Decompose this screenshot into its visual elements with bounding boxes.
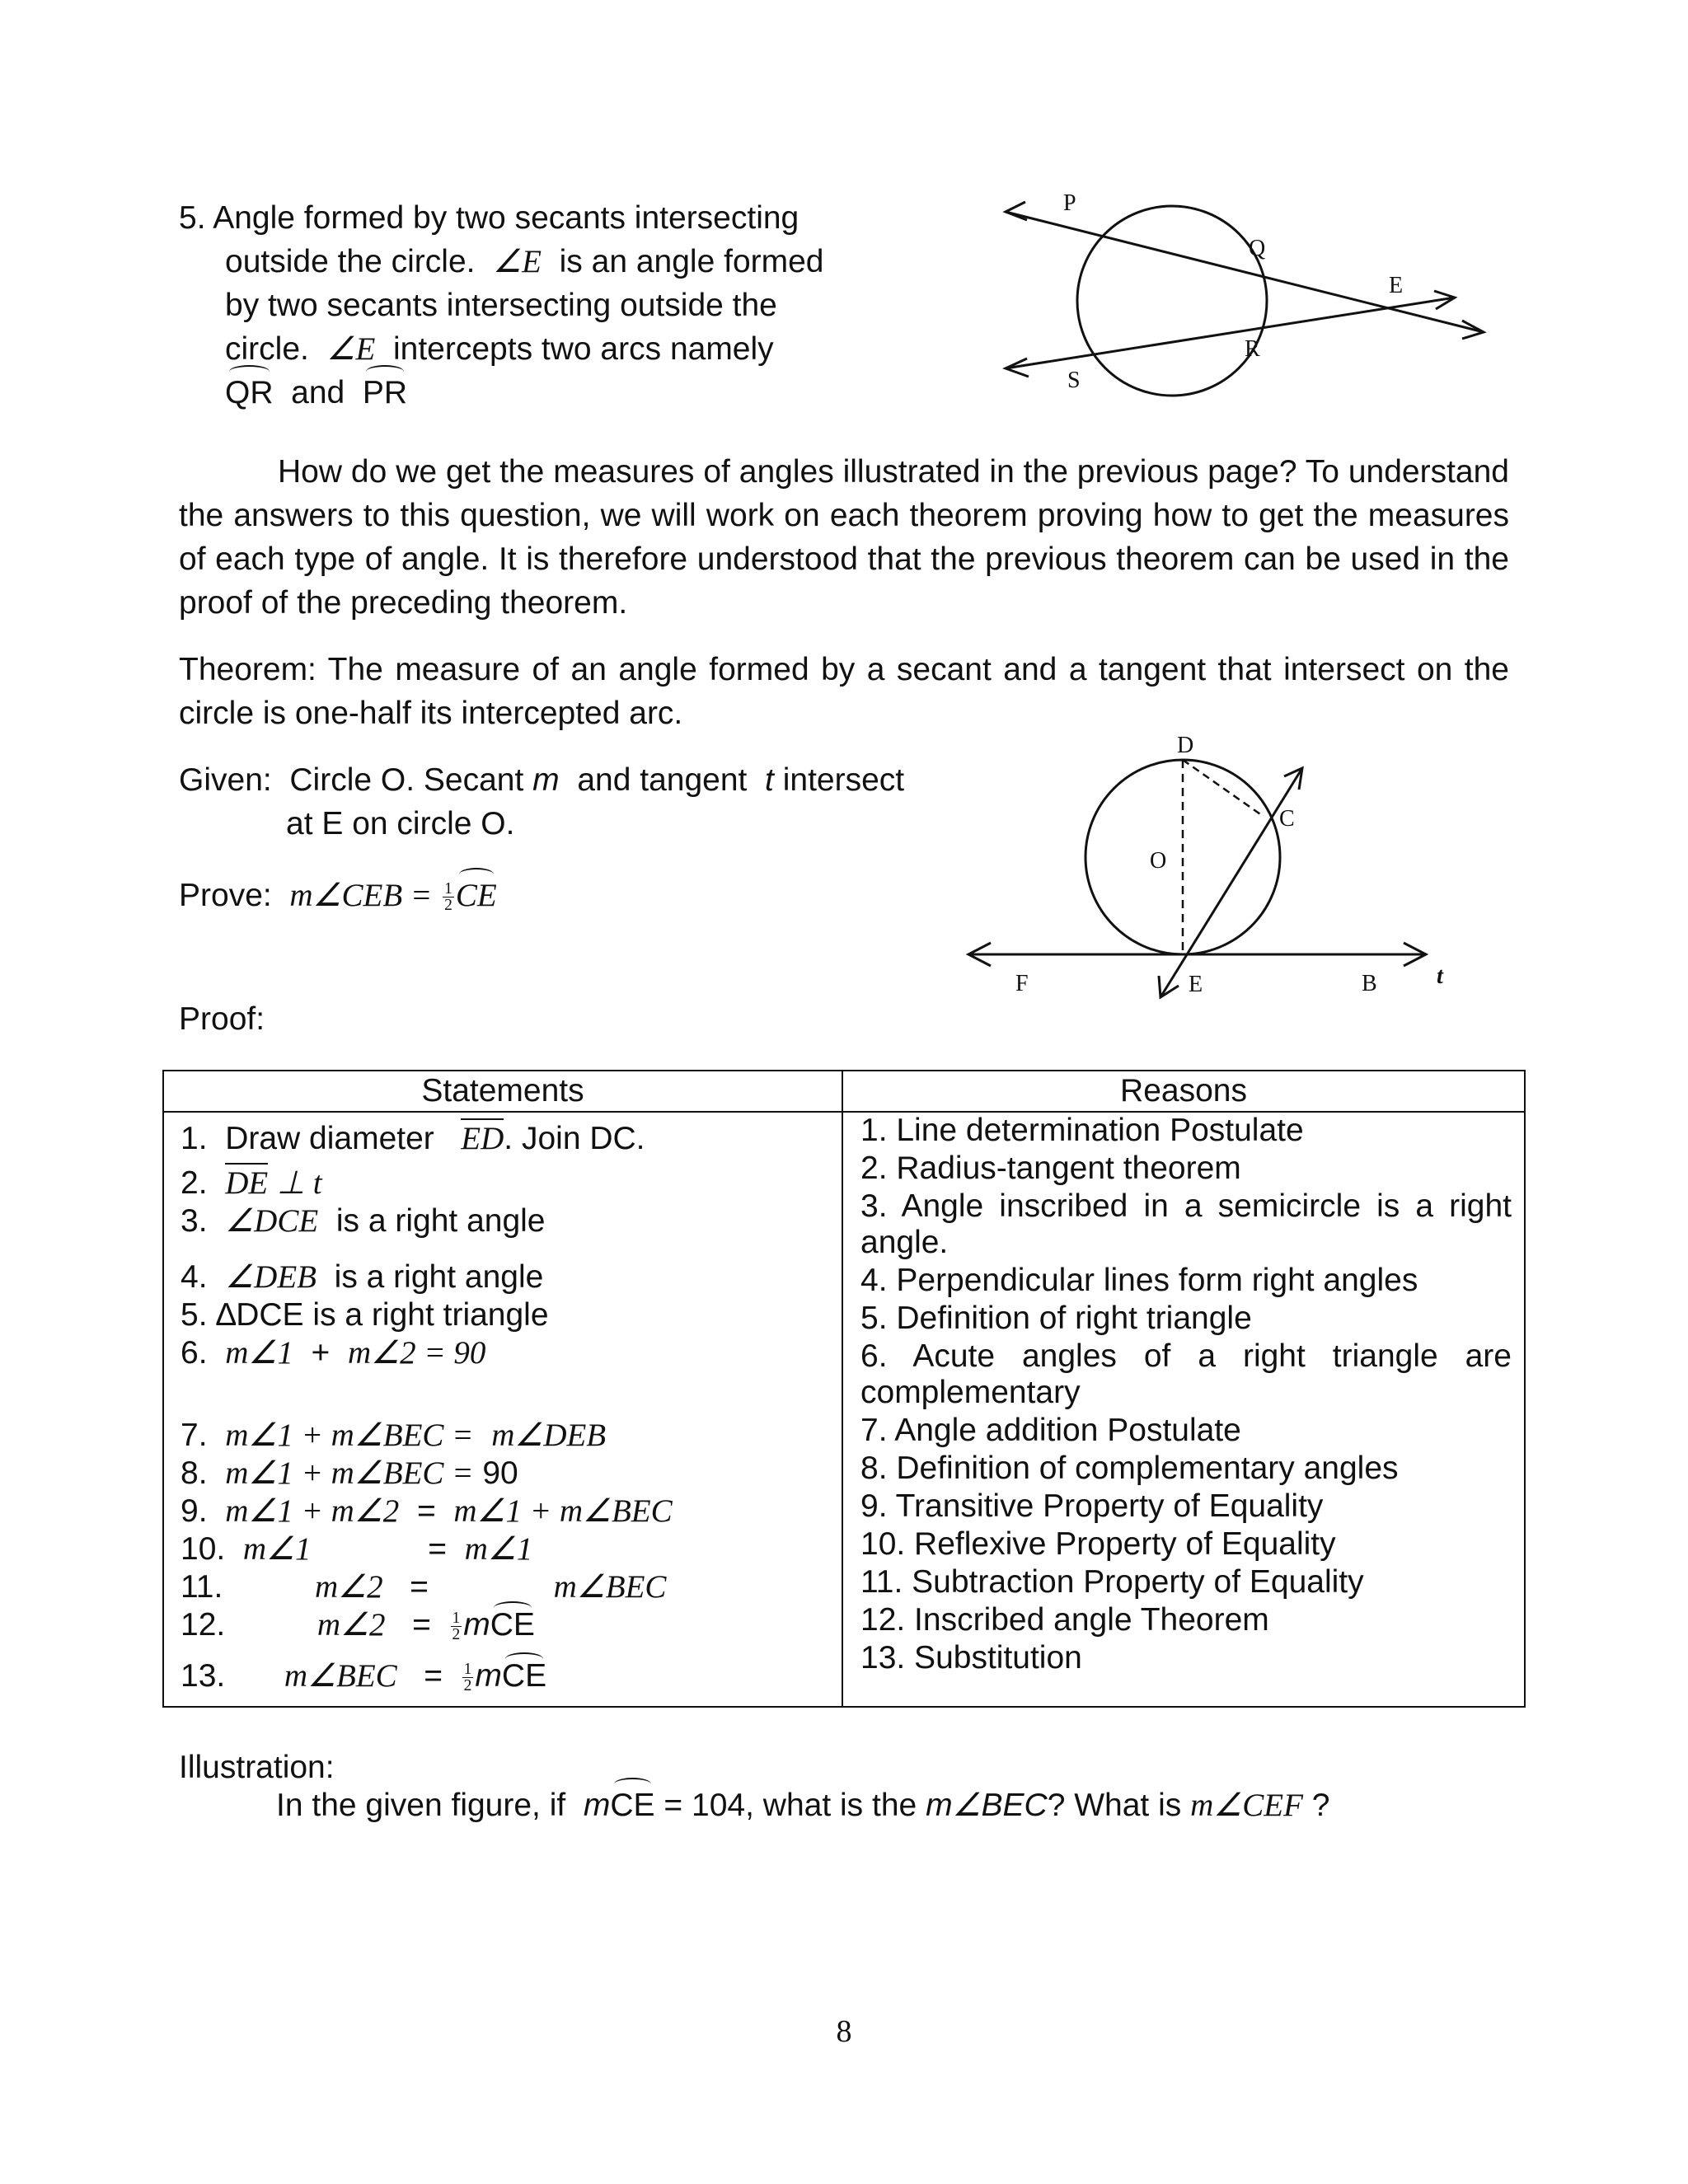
- label-r: R: [1245, 336, 1260, 362]
- reason-6: 6. Acute angles of a right triangle are complementary: [860, 1338, 1512, 1410]
- item5-line2: [179, 240, 879, 284]
- label-p: P: [1063, 190, 1076, 216]
- two-secants-figure: [989, 185, 1500, 416]
- math-expr: m∠BEC: [284, 1658, 397, 1694]
- fraction-numerator: 1: [444, 879, 452, 898]
- equals-sign: =: [412, 1607, 431, 1643]
- step-number: 11.: [181, 1569, 223, 1605]
- arc-ce: CE: [456, 874, 497, 917]
- segment-de: DE: [225, 1163, 268, 1201]
- equals-sign: =: [410, 1569, 429, 1605]
- item5-text: circle.: [225, 331, 309, 368]
- step-number: 8.: [181, 1455, 208, 1491]
- angle-dce: ∠DCE: [225, 1203, 319, 1239]
- angle-bec: BEC: [981, 1788, 1048, 1823]
- arc-ce: CE: [610, 1783, 654, 1827]
- math-expr: m∠1 + m∠BEC =: [225, 1418, 474, 1453]
- angle-deb: ∠DEB: [225, 1259, 316, 1295]
- prove-label: Prove:: [179, 878, 272, 913]
- secant-sr: [1006, 298, 1455, 368]
- illustration-label: Illustration:: [179, 1750, 335, 1785]
- statement-12: [181, 1607, 535, 1643]
- reason-11: 11. Subtraction Property of Equality: [860, 1564, 1364, 1600]
- statement-text: is a right angle: [335, 1203, 546, 1239]
- fraction-numerator: 1: [463, 1660, 472, 1678]
- item5-line3: [179, 284, 879, 327]
- item-number: 5.: [179, 200, 206, 236]
- item5-line4: [179, 327, 879, 371]
- math-expr: m∠2: [315, 1569, 383, 1605]
- label-b: B: [1362, 971, 1377, 996]
- measure-m: m: [463, 1607, 490, 1643]
- segment-ed: ED: [461, 1118, 504, 1156]
- step-number: 4.: [181, 1259, 208, 1295]
- statement-11: [181, 1569, 666, 1605]
- arc-qr: QR: [225, 371, 274, 415]
- measure-m: m: [583, 1788, 611, 1823]
- math-expr: m∠1 + m∠2: [225, 1493, 400, 1529]
- item5-text: Angle formed by two secants intersecting: [213, 200, 799, 236]
- angle-cef: m∠CEF: [1190, 1788, 1303, 1823]
- equals-sign: =: [424, 1658, 443, 1694]
- math-expr: m∠1: [242, 1531, 312, 1567]
- math-value: 90: [482, 1455, 518, 1491]
- step-number: 2.: [181, 1165, 208, 1201]
- statement-3: [181, 1203, 546, 1240]
- reason-7: 7. Angle addition Postulate: [860, 1413, 1241, 1448]
- item5-text: intercepts two arcs namely: [392, 331, 774, 368]
- reason-2: 2. Radius-tangent theorem: [860, 1151, 1241, 1186]
- math-expr: m∠2: [316, 1607, 386, 1643]
- perpendicular-t: ⊥ t: [277, 1165, 322, 1201]
- fraction-denominator: 2: [463, 1677, 472, 1695]
- math-expr: m∠DEB: [491, 1418, 607, 1453]
- given-text: and tangent: [577, 762, 748, 798]
- label-q: Q: [1249, 236, 1266, 261]
- item-5-description: [179, 196, 879, 415]
- label-o: O: [1150, 848, 1167, 874]
- reason-3: 3. Angle inscribed in a semicircle is a right angle.: [860, 1188, 1512, 1260]
- statement-5: 5. ∆DCE is a right triangle: [181, 1297, 549, 1333]
- arc-ce: CE: [490, 1607, 535, 1643]
- statement-4: [181, 1259, 543, 1296]
- math-expr: m∠1 + m∠BEC: [453, 1493, 673, 1529]
- fraction-numerator: 1: [452, 1609, 461, 1627]
- proof-label: Proof:: [179, 1001, 265, 1037]
- item5-text: and: [291, 375, 345, 411]
- item5-text: outside the circle.: [225, 244, 476, 280]
- proof-table: [162, 1070, 1526, 1708]
- statement-text: Draw diameter: [225, 1121, 434, 1156]
- secant-tangent-figure: [956, 725, 1467, 1014]
- fraction-half: [462, 1661, 474, 1694]
- angle-e: ∠E: [493, 244, 542, 280]
- arc-pr: PR: [363, 371, 407, 415]
- circle: [1077, 206, 1267, 396]
- measure-angle: m∠: [926, 1788, 982, 1823]
- statement-2: [181, 1165, 322, 1202]
- label-e: E: [1189, 972, 1203, 997]
- statement-6: [181, 1335, 485, 1371]
- reason-1: 1. Line determination Postulate: [860, 1113, 1304, 1148]
- statement-1: [181, 1121, 645, 1157]
- item5-text: by two secants intersecting outside the: [225, 288, 777, 324]
- given-t: t: [765, 762, 774, 798]
- item5-text: is an angle formed: [559, 244, 824, 280]
- plus-sign: +: [311, 1335, 331, 1371]
- reasons-header: Reasons: [843, 1071, 1524, 1113]
- step-number: 9.: [181, 1493, 208, 1529]
- label-t: t: [1437, 963, 1443, 989]
- given-text: intersect: [782, 762, 905, 798]
- label-f: F: [1015, 971, 1029, 996]
- statements-header: Statements: [164, 1071, 842, 1113]
- math-expr: m∠2 = 90: [347, 1335, 486, 1371]
- step-number: 10.: [181, 1531, 226, 1567]
- equals-sign: =: [416, 1493, 436, 1529]
- question-text: ? What is: [1047, 1788, 1182, 1823]
- intro-text: How do we get the measures of angles illustrated in the previous page? To understand the answers to this question, we will work on each theorem proving how to get the measures of each type of angle. It is therefore understood that the previous theorem can be used in the proof of the preceding theorem.: [179, 454, 1509, 621]
- math-expr: m∠BEC: [553, 1569, 667, 1605]
- fraction-denominator: 2: [444, 897, 452, 915]
- reason-13: 13. Substitution: [860, 1640, 1082, 1675]
- given-line1: [179, 758, 954, 802]
- label-e: E: [1389, 273, 1404, 298]
- reason-5: 5. Definition of right triangle: [860, 1301, 1252, 1336]
- prove-lhs: m∠CEB =: [289, 878, 433, 913]
- statement-7: [181, 1418, 606, 1454]
- step-number: 6.: [181, 1335, 208, 1371]
- step-number: 1.: [181, 1121, 208, 1156]
- statement-text: is a right angle: [334, 1259, 544, 1295]
- equals-sign: =: [428, 1531, 447, 1567]
- step-number: 3.: [181, 1203, 208, 1239]
- fraction-half: [451, 1610, 462, 1643]
- given-block: [179, 758, 954, 846]
- statement-8: [181, 1455, 518, 1492]
- step-number: 13.: [181, 1658, 226, 1694]
- given-line2: at E on circle O.: [286, 806, 515, 842]
- statement-text: . Join DC.: [504, 1121, 645, 1156]
- label-s: S: [1067, 368, 1081, 393]
- arc-ce: CE: [501, 1658, 547, 1694]
- theorem-statement: [179, 648, 1509, 735]
- prove-block: [179, 874, 497, 917]
- illustration-question: [276, 1783, 1329, 1827]
- math-expr: m∠1 + m∠BEC =: [225, 1455, 474, 1491]
- math-expr: m∠1: [225, 1335, 293, 1371]
- page-number: 8: [836, 2014, 852, 2049]
- given-text: Circle O. Secant: [289, 762, 524, 798]
- reason-10: 10. Reflexive Property of Equality: [860, 1526, 1336, 1562]
- math-expr: m∠1: [464, 1531, 533, 1567]
- step-number: 7.: [181, 1418, 208, 1453]
- theorem-text: Theorem: The measure of an angle formed by a secant and a tangent that intersect on the circle is one-half its intercepted arc.: [179, 652, 1509, 732]
- item5-line1: [179, 196, 879, 240]
- reason-9: 9. Transitive Property of Equality: [860, 1488, 1324, 1524]
- question-text: = 104, what is the: [663, 1788, 917, 1823]
- item5-line5: [179, 371, 879, 415]
- measure-m: m: [475, 1658, 502, 1694]
- reason-12: 12. Inscribed angle Theorem: [860, 1602, 1269, 1638]
- column-divider: [842, 1071, 843, 1706]
- reason-4: 4. Perpendicular lines form right angles: [860, 1263, 1418, 1298]
- label-c: C: [1279, 806, 1295, 832]
- label-d: D: [1177, 733, 1194, 758]
- question-text: ?: [1311, 1788, 1330, 1823]
- intro-paragraph: [179, 450, 1509, 625]
- question-text: In the given figure, if: [276, 1788, 566, 1823]
- fraction-denominator: 2: [452, 1626, 461, 1644]
- statement-13: [181, 1658, 546, 1694]
- statement-9: [181, 1493, 673, 1530]
- fraction-half: [443, 881, 454, 914]
- step-number: 12.: [181, 1607, 226, 1643]
- given-label: Given:: [179, 762, 272, 798]
- angle-e: ∠E: [326, 331, 376, 368]
- statement-10: [181, 1531, 532, 1568]
- given-m: m: [532, 762, 560, 798]
- reason-8: 8. Definition of complementary angles: [860, 1451, 1399, 1486]
